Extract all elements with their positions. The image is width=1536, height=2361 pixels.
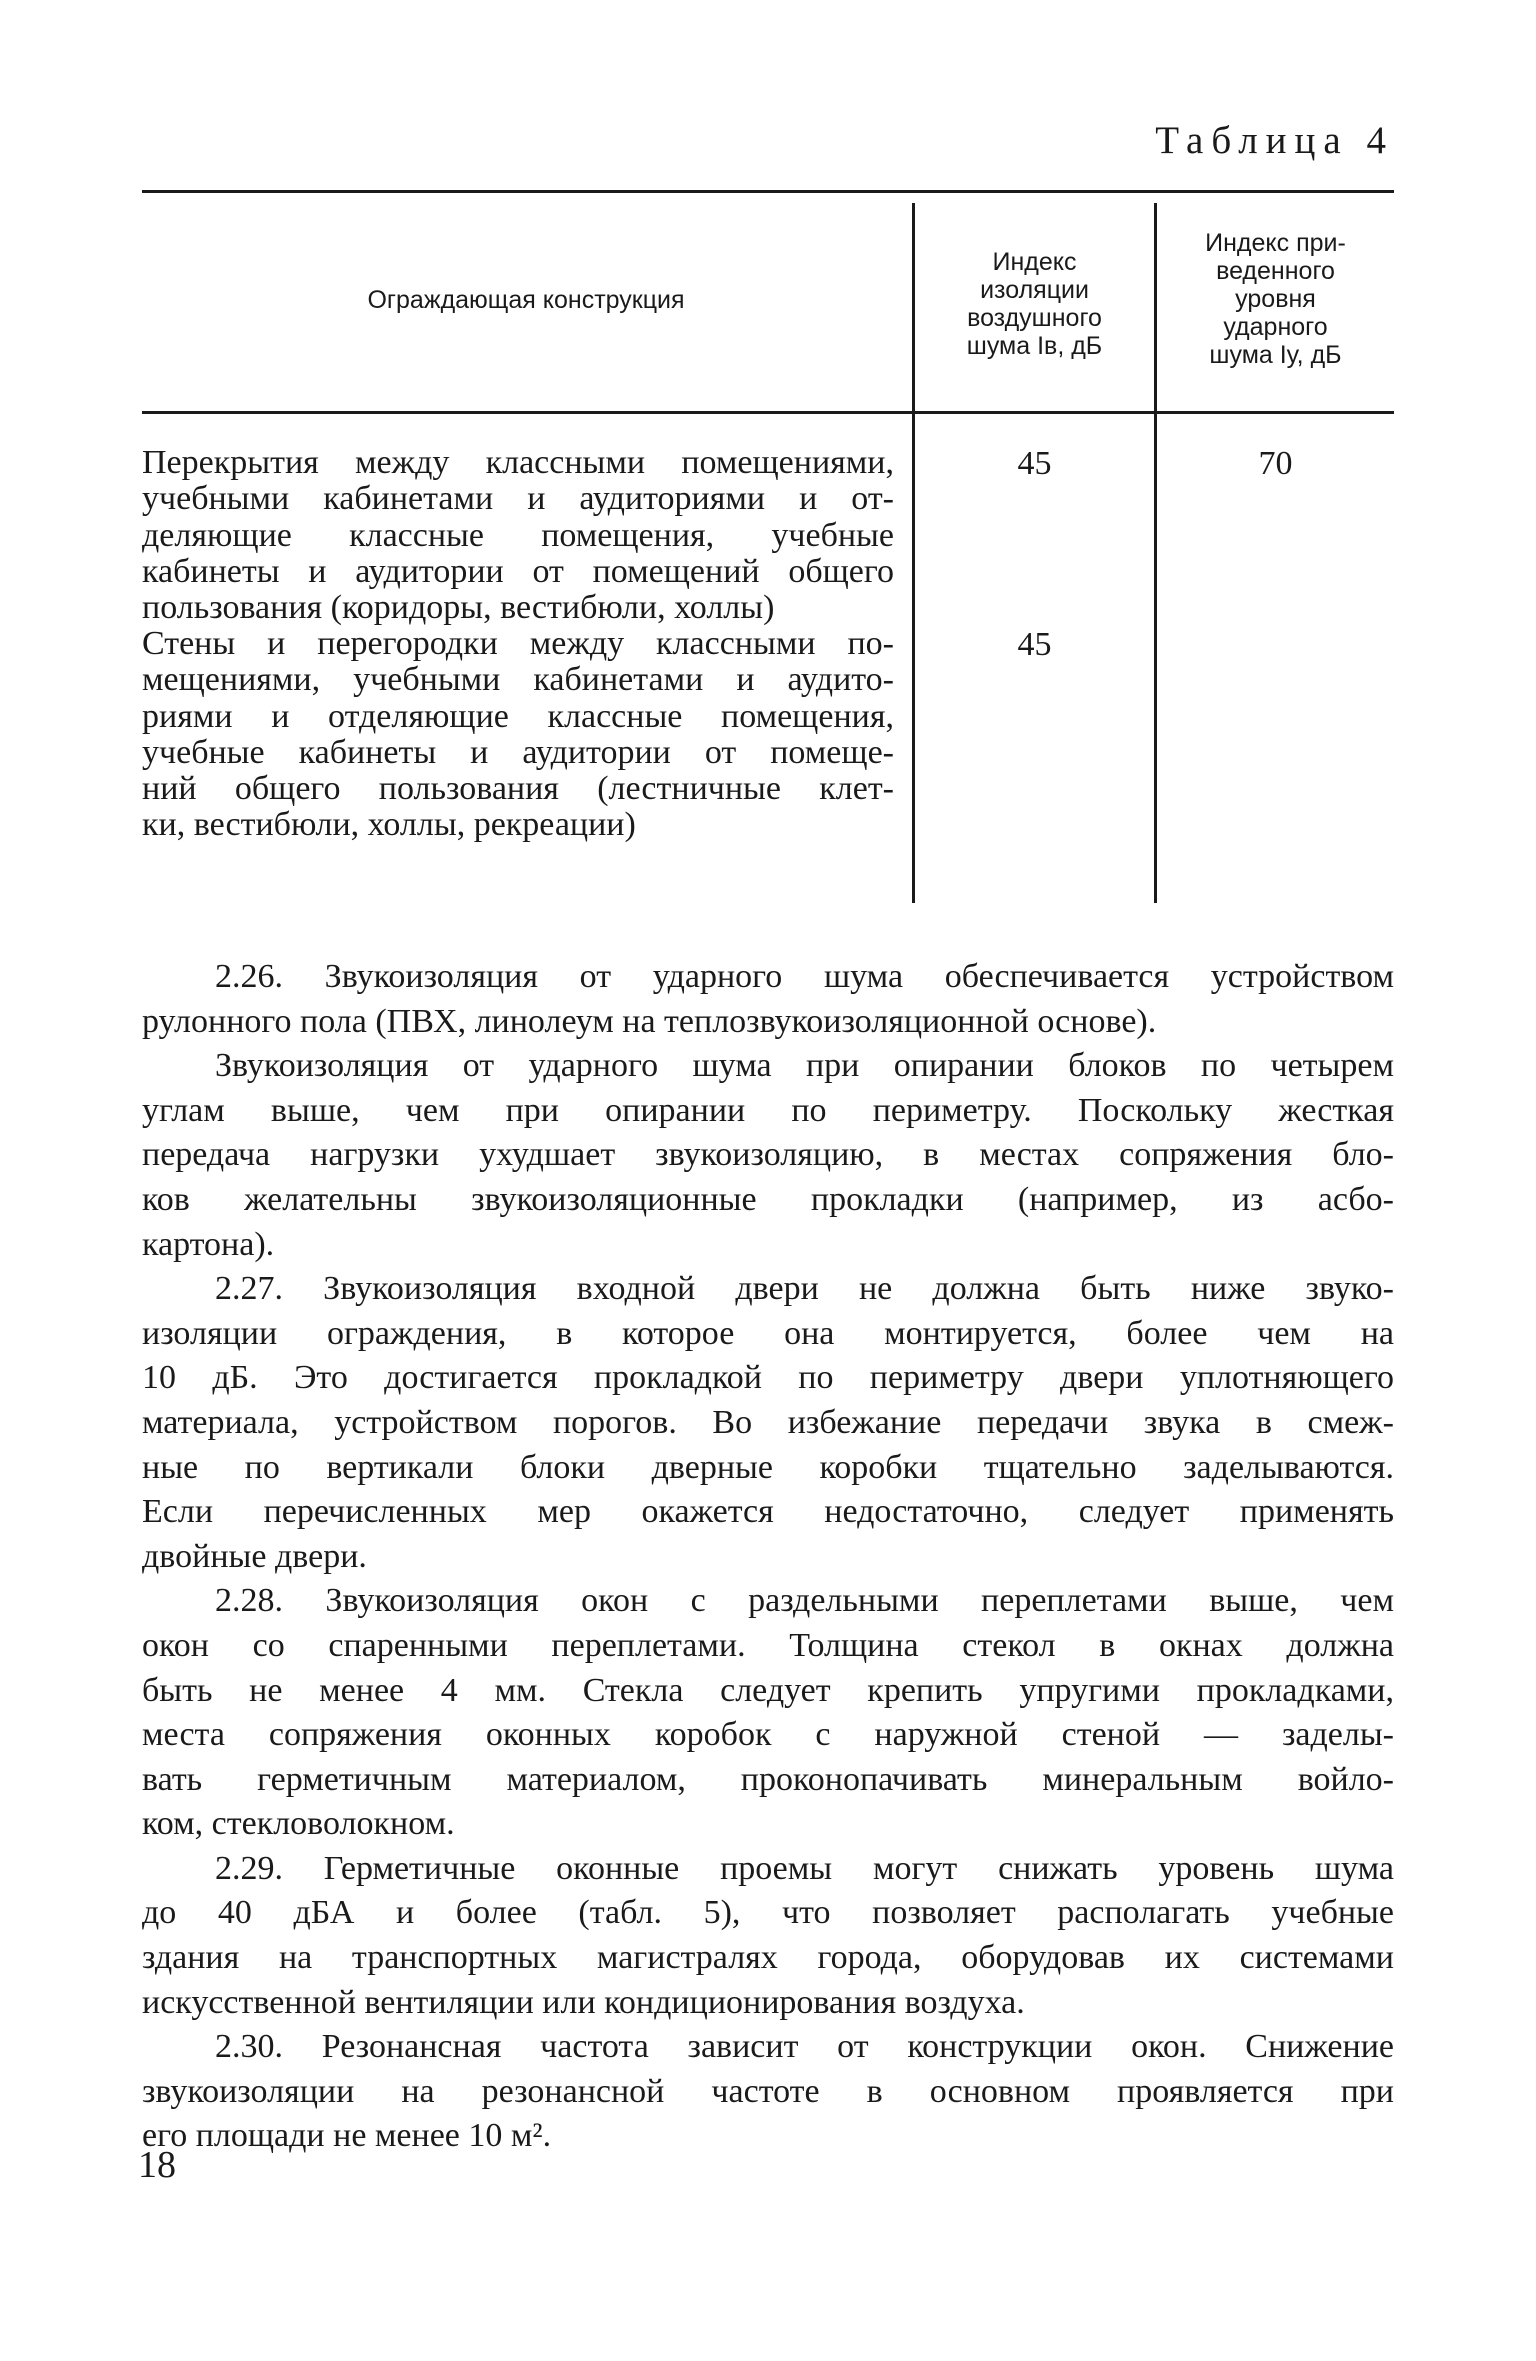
header-airborne-index: Индекс изоляции воздушного шума Iв, дБ [966,248,1103,360]
paragraph-2-26-cont: Звукоизоляция от ударного шума при опирании блоков по четырем углам выше, чем при опирании по периметру. Поскольку жесткая передача нагрузки ухудшает звукоизоляцию, в местах сопряжения бло- ков желательны звукоизоляционные прокладки (например, из асбо- картона). [142,1047,1394,1263]
table-title: Таблица 4 [1155,119,1394,162]
table-header-rule [142,411,1394,414]
row-construction: Стены и перегородки между классными по- мещениями, учебными кабинетами и аудито- риями и отделяющие классные помещения, учебные кабинеты и аудитории от помеще- ний общего пользования (лестничные клет- ки, вестибюли, холлы, рекреации) [142,625,894,844]
row-airborne-value: 45 [1017,626,1052,663]
header-construction: Ограждающая конструкция [367,286,685,314]
paragraph-2-26: 2.26. Звукоизоляция от ударного шума обеспечивается устройством рулонного пола (ПВХ, линолеум на теплозвукоизоляционной основе). [142,958,1394,1040]
row-construction: Перекрытия между классными помещениями, учебными кабинетами и аудиториями и от- деляющие классные помещения, учебные кабинеты и аудитории от помещений общего пользования (коридоры, вестибюли, холлы) [142,444,894,627]
header-impact-index: Индекс при- веденного уровня ударного шума Iу, дБ [1205,229,1346,369]
paragraph-2-28: 2.28. Звукоизоляция окон с раздельными переплетами выше, чем окон со спаренными переплетами. Толщина стекол в окнах должна быть не менее 4 мм. Стекла следует крепить упругими прокладками, места сопряжения оконных коробок с наружной стеной — заделы- вать герметичным материалом, проконопачивать минеральным войло- ком, стекловолокном. [142,1582,1394,1843]
row-airborne-value: 45 [1017,445,1052,482]
page-number: 18 [138,2144,176,2186]
row-impact-value: 70 [1258,445,1293,482]
body-text [142,955,1394,2159]
paragraph-2-27: 2.27. Звукоизоляция входной двери не должна быть ниже звуко- изоляции ограждения, в которое она монтируется, более чем на 10 дБ. Это достигается прокладкой по периметру двери уплотняющего материала, устройством порогов. Во избежание передачи звука в смеж- ные по вертикали блоки дверные коробки тщательно заделываются. Если перечисленных мер окажется недостаточно, следует применять двойные двери. [142,1270,1394,1575]
table-top-rule [142,190,1394,193]
paragraph-2-29: 2.29. Герметичные оконные проемы могут снижать уровень шума до 40 дБА и более (табл. 5), что позволяет располагать учебные здания на транспортных магистралях города, оборудовав их системами искусственной вентиляции или кондиционирования воздуха. [142,1849,1394,2021]
paragraph-2-30: 2.30. Резонансная частота зависит от конструкции окон. Снижение звукоизоляции на резонансной частоте в основном проявляется при его площади не менее 10 м². [142,2028,1394,2155]
